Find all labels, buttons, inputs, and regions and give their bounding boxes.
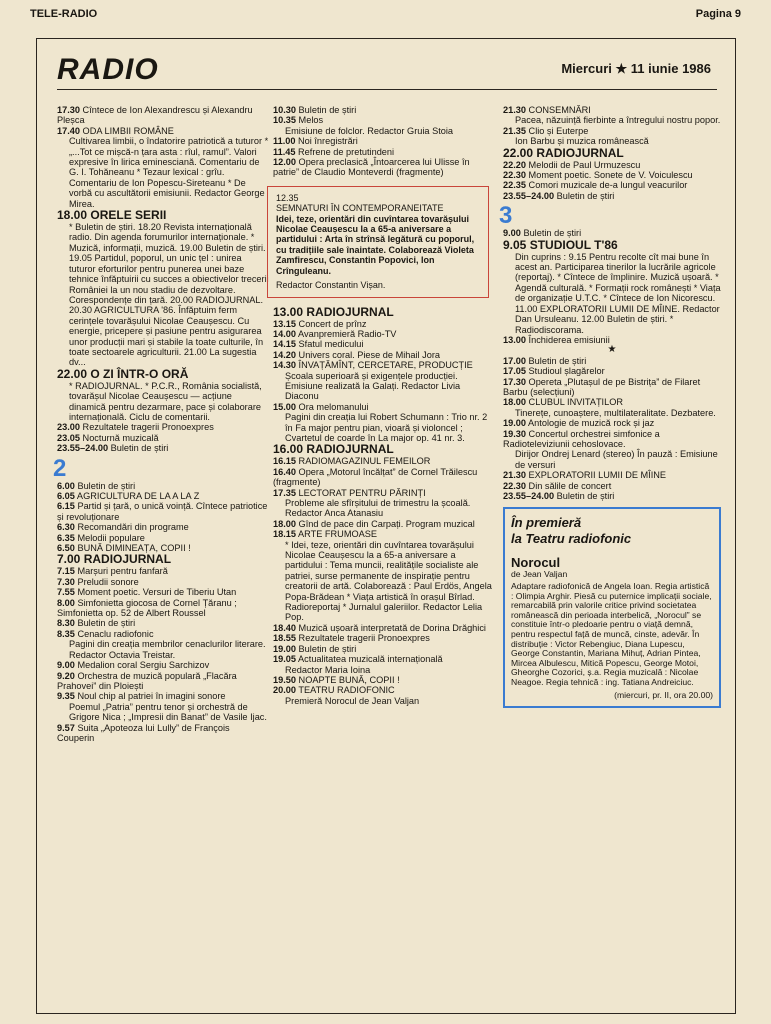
program-time: 8.30 <box>57 618 75 629</box>
program-item <box>57 501 269 522</box>
program-time: 8.35 <box>57 628 75 639</box>
schedule-col2 <box>273 105 495 178</box>
program-item <box>273 675 495 685</box>
program-details: Poemul „Patria” pentru tenor și orchestră de Grigore Nica ; „Impresii din Banat” de Vasile Ijac. <box>69 701 267 723</box>
program-time: 14.30 <box>273 360 296 371</box>
program-time: 12.00 <box>273 157 296 168</box>
program-title: Buletin de știri <box>554 491 615 501</box>
schedule-col1 <box>57 105 269 454</box>
program-item <box>57 553 269 566</box>
program-item <box>57 660 269 670</box>
featured-body: Idei, teze, orientări din cuvîntarea tovarășului Nicolae Ceaușescu la a 65-a aniversare a partidului : Arta în strînsă legătură cu poporul, cu tradițiile sale înaintate. Colaborează Violeta Zamfirescu, Constantin Popovici, Ion Crînguleanu. <box>276 213 475 276</box>
program-title: Muzică ușoară interpretată de Dorina Drăghici <box>296 622 486 633</box>
program-title: AGRICULTURA DE LA A LA Z <box>74 491 200 501</box>
program-time: 6.50 <box>57 543 75 554</box>
program-time: 18.15 <box>273 529 296 540</box>
program-title: Avanpremieră Radio-TV <box>296 328 397 339</box>
program-title: Buletin de știri <box>108 443 169 454</box>
program-time: 7.30 <box>57 576 75 587</box>
day-2-marker: 2 <box>53 454 67 482</box>
program-time: 17.30 <box>57 105 80 115</box>
program-item <box>503 180 721 190</box>
program-time: 17.40 <box>57 125 80 136</box>
program-title: Buletin de știri <box>526 355 587 366</box>
program-title: Antologie de muzică rock și jaz <box>526 418 655 429</box>
program-item <box>503 429 721 471</box>
program-title: Univers coral. Piese de Mihail Jora <box>296 349 440 360</box>
program-title: Ora melomanului <box>296 401 369 412</box>
program-item <box>273 633 495 643</box>
program-item <box>503 191 721 201</box>
program-details: * RADIOJURNAL. * P.C.R., România socialistă, tovarășul Nicolae Ceaușescu — acțiune dinamică pentru dezarmare, pace și colaborare internațională. Ciclu de comentarii. <box>69 380 262 422</box>
program-item <box>273 157 495 178</box>
program-time: 6.15 <box>57 501 75 512</box>
program-title: STUDIOUL T'86 <box>526 237 618 252</box>
program-time: 11.00 <box>273 136 296 147</box>
program-title: Rezultatele tragerii Pronoexpres <box>80 422 214 433</box>
program-item <box>503 105 721 126</box>
program-item <box>273 136 495 146</box>
premiere-title: Norocul <box>511 555 561 571</box>
program-time: 7.00 <box>57 552 81 567</box>
program-item <box>503 377 721 398</box>
column-3 <box>499 105 721 708</box>
program-details: Școala superioară și exigențele producției. Emisiune realizată la Galați. Redactor Livia Diaconu <box>285 370 461 402</box>
program-item <box>503 147 721 160</box>
program-time: 23.55–24.00 <box>503 491 555 501</box>
program-time: 9.57 <box>57 722 75 733</box>
program-time: 17.00 <box>503 355 526 366</box>
program-title: Orchestra de muzică populară „Flacăra Prahovei” din Ploiești <box>57 670 237 691</box>
program-item <box>273 402 495 444</box>
program-title: Cîntece de Ion Alexandrescu și Alexandru Pleșca <box>57 105 253 126</box>
star-separator: ★ <box>607 344 617 356</box>
program-title: ARTE FRUMOASE <box>296 529 377 540</box>
program-item <box>503 170 721 180</box>
program-item <box>273 467 495 488</box>
program-item <box>273 685 495 706</box>
program-time: 9.00 <box>503 228 521 239</box>
program-title: Opereta „Plutașul de pe Bistrița” de Filaret Barbu (selecțiuni) <box>503 376 701 397</box>
program-item <box>57 691 269 722</box>
program-time: 19.30 <box>503 428 526 439</box>
program-time: 18.00 <box>273 518 296 529</box>
program-item <box>57 618 269 628</box>
program-item <box>273 519 495 529</box>
program-time: 19.50 <box>273 674 296 685</box>
program-item <box>503 356 721 366</box>
program-details: Emisiune de folclor. Redactor Gruia Stoia <box>285 125 454 136</box>
program-item <box>57 723 269 744</box>
day-3-marker: 3 <box>499 202 513 230</box>
program-details: * Idei, teze, orientări din cuvîntarea tovarășului Nicolae Ceaușescu la a 65-a aniversare a partidului : Tema muncii, realitățile socialiste ale patriei, surse permanente de inspirație pentru creatorii de artă. Colaborează : Paul Erdös, Angela Popa-Brădean * Viața artistică în orașul Bîrlad. Radioreportaj * Jurnalul galeriilor. Redactor Lelia Pop. <box>285 539 492 623</box>
program-item <box>273 105 495 115</box>
program-title: Buletin de știri <box>296 643 357 654</box>
program-time: 18.40 <box>273 622 296 633</box>
program-time: 22.20 <box>503 159 526 170</box>
program-item <box>57 577 269 587</box>
program-title: Actualitatea muzicală internațională <box>296 654 443 665</box>
program-item <box>273 319 495 329</box>
program-title: RADIOMAGAZINUL FEMEILOR <box>296 456 431 467</box>
premiere-body: Adaptare radiofonică de Angela Ioan. Regia artistică : Olimpia Arghir. Piesă cu puternice implicații sociale, remarcabilă prin valorile critice privind societatea românească din perioada interbelică, „Norocul” se constituie într-o pledoarie pentru o viață demnă, pentru respectul față de muncă, cinste, adevăr. În distribuție : Victor Rebengiuc, Diana Lupescu, George Constantin, Mariana Mihuț, Adrian Pintea, Mircea Albulescu, Mitică Popescu, George Motoi, Gheorghe Cozorici, ș.a. Regia muzicală : Nicolae Neagoe. Regia tehnică : ing. Tatiana Andreiciuc. <box>511 581 712 687</box>
program-item <box>57 671 269 692</box>
program-item <box>503 491 721 501</box>
program-time: 23.55–24.00 <box>57 443 109 454</box>
program-details: Cultivarea limbii, o îndatorire patriotică a tuturor * „...Tot ce mișcă-n țara asta : rîul, ramul”. Valori expresive în lirica eminesciană. Comentariu de G. I. Tohăneanu * Tezaur lexical : grîu. Comentariu de Ion Popescu-Sireteanu * De vorbă cu ascultătorii emisiunii. Redactor George Mirea. <box>69 136 269 209</box>
program-item <box>273 360 495 402</box>
program-title: Concertul orchestrei simfonice a Radioteleviziunii cehoslovace. <box>503 428 660 449</box>
program-time: 23.55–24.00 <box>503 190 555 201</box>
program-title: Suita „Apoteoza lui Lully” de François Couperin <box>57 722 230 743</box>
featured-time: 12.35 <box>276 192 299 203</box>
program-title: Buletin de știri <box>74 618 136 629</box>
schedule-col2b <box>273 306 495 707</box>
program-time: 16.00 <box>273 442 304 457</box>
program-details: Tinerețe, cunoaștere, multilateralitate. Dezbatere. <box>515 407 716 418</box>
program-details: Dirijor Ondrej Lenard (stereo) În pauză : Emisiune de versuri <box>515 449 718 470</box>
program-time: 14.15 <box>273 339 296 350</box>
premiere-box <box>503 507 721 708</box>
premiere-line2: la Teatru radiofonic <box>511 531 632 547</box>
program-time: 10.35 <box>273 115 296 126</box>
program-item <box>57 443 269 453</box>
program-title: Medalion coral Sergiu Sarchizov <box>74 660 210 671</box>
publication-name: TELE-RADIO <box>30 8 98 20</box>
program-title: Comori muzicale de-a lungul veacurilor <box>526 180 688 191</box>
program-title: Melodii de Paul Urmuzescu <box>526 159 641 170</box>
program-time: 13.00 <box>273 304 304 319</box>
program-time: 17.35 <box>273 487 296 498</box>
program-details: Pacea, năzuință fierbinte a întregului nostru popor. <box>515 115 721 126</box>
program-time: 14.00 <box>273 328 296 339</box>
program-item <box>273 339 495 349</box>
program-title: Marșuri pentru fanfară <box>74 566 168 577</box>
page-header <box>30 8 741 20</box>
program-details: Ion Barbu și muzica românească <box>515 136 649 147</box>
program-item <box>57 422 269 432</box>
schedule-col3b <box>503 228 721 345</box>
premiere-author: de Jean Valjan <box>511 569 568 580</box>
program-item <box>273 147 495 157</box>
program-title: RADIOJURNAL <box>533 145 624 160</box>
program-time: 10.30 <box>273 105 296 115</box>
program-time: 9.00 <box>57 660 75 671</box>
program-title: Moment poetic. Versuri de Tiberiu Utan <box>74 587 237 598</box>
schedule-col3c <box>503 356 721 502</box>
schedule-col1b <box>57 481 269 744</box>
program-time: 13.00 <box>503 334 526 345</box>
program-title: Gînd de pace din Carpați. Program muzical <box>296 518 475 529</box>
program-time: 16.15 <box>273 456 296 467</box>
program-title: Buletin de știri <box>554 190 615 201</box>
program-time: 9.20 <box>57 670 75 681</box>
program-item <box>273 306 495 319</box>
program-time: 13.15 <box>273 318 296 329</box>
program-title: Melodii populare <box>74 532 145 543</box>
program-title: Închiderea emisiunii <box>526 334 610 345</box>
program-item <box>273 654 495 675</box>
program-item <box>273 529 495 623</box>
program-item <box>503 366 721 376</box>
program-item <box>57 105 269 126</box>
program-time: 14.20 <box>273 349 296 360</box>
program-title: Simfonietta giocosa de Cornel Țăranu ; Simfonietta op. 52 de Albert Roussel <box>57 597 237 619</box>
program-title: Noul chip al patriei în imagini sonore <box>74 691 226 702</box>
program-title: BUNĂ DIMINEAȚA, COPII ! <box>74 543 191 554</box>
featured-title: SEMNATURI ÎN CONTEMPORANEITATE <box>276 203 444 214</box>
program-details: Probleme ale sfîrșitului de trimestru la școală. Redactor Anca Atanasiu <box>285 498 471 519</box>
program-time: 21.30 <box>503 470 526 481</box>
program-time: 18.00 <box>57 208 88 223</box>
radio-page-frame <box>36 38 736 1014</box>
program-time: 23.05 <box>57 432 80 443</box>
program-item <box>273 329 495 339</box>
program-title: Buletin de știri <box>74 480 136 491</box>
program-time: 21.30 <box>503 105 526 115</box>
program-time: 19.00 <box>503 418 526 429</box>
program-item <box>57 126 269 209</box>
program-time: 11.45 <box>273 146 296 157</box>
program-item <box>57 522 269 532</box>
program-item <box>273 115 495 136</box>
premiere-footer: (miercuri, pr. II, ora 20.00) <box>614 689 713 700</box>
program-time: 19.00 <box>273 643 296 654</box>
program-title: CLUBUL INVITAȚILOR <box>526 397 623 408</box>
program-time: 22.30 <box>503 480 526 491</box>
program-title: O ZI ÎNTR-O ORĂ <box>87 366 189 381</box>
program-time: 18.00 <box>503 397 526 408</box>
program-time: 21.35 <box>503 125 526 136</box>
program-item <box>503 397 721 418</box>
program-time: 18.55 <box>273 633 296 644</box>
program-time: 19.05 <box>273 654 296 665</box>
program-item <box>273 623 495 633</box>
program-time: 7.55 <box>57 587 75 598</box>
program-item <box>57 368 269 423</box>
program-time: 8.00 <box>57 597 75 608</box>
program-time: 22.30 <box>503 170 526 181</box>
schedule-col3 <box>503 105 721 201</box>
program-time: 7.15 <box>57 566 75 577</box>
program-title: Moment poetic. Sonete de V. Voiculescu <box>526 170 693 181</box>
program-time: 16.40 <box>273 466 296 477</box>
program-time: 9.05 <box>503 237 527 252</box>
program-title: RADIOJURNAL <box>80 552 172 567</box>
program-time: 15.00 <box>273 401 296 412</box>
program-item <box>273 350 495 360</box>
program-item <box>57 433 269 443</box>
program-time: 17.30 <box>503 376 526 387</box>
program-title: Opera „Motorul încălțat” de Cornel Trăilescu (fragmente) <box>273 466 478 488</box>
program-title: NOAPTE BUNĂ, COPII ! <box>296 674 400 685</box>
program-title: Opera preclasică „Întoarcerea lui Ulisse în patrie” de Claudio Monteverdi (fragmente) <box>273 157 470 178</box>
program-item <box>57 481 269 491</box>
program-title: Concert de prînz <box>296 318 367 329</box>
program-item <box>273 488 495 519</box>
program-details: Pagini din creația membrilor cenaclurilor literare. Redactor Octavia Treistar. <box>69 639 266 660</box>
program-title: Melos <box>296 115 324 126</box>
program-title: LECTORAT PENTRU PĂRINȚI <box>296 487 426 498</box>
program-title: Nocturnă muzicală <box>80 432 159 443</box>
program-details: Pagini din creația lui Robert Schumann : Trio nr. 2 în Fa major pentru pian, vioară și violoncel ; Cvartetul de coarde în La major op. 41 nr. 3. <box>285 412 488 443</box>
program-item <box>503 239 721 335</box>
column-2 <box>273 105 495 706</box>
program-title: Buletin de știri <box>520 228 582 239</box>
program-details: * Buletin de știri. 18.20 Revista internațională radio. Din agenda forumurilor internaționale. * Muzică, informații, muzică. 19.00 Buletin de știri. 19.05 Partidul, poporul, un unic țel : unirea tuturor eforturilor pentru punerea unei baze tehnice înfăptuirii cu succes a obiectivelor trecerii României la un nou stadiu de dezvoltare. Corespondențe din țară. 20.00 RADIOJURNAL. 20.30 AGRICULTURA '86. Înfăptuim ferm cerințele tovarășului Nicolae Ceaușescu. Cu energie, pricepere și pasiune pentru asigurarea unor producții mari și stabile la toate culturile, în toate sectoarele agriculturii. 21.00 La sugestia dv... <box>69 222 269 368</box>
program-item <box>503 418 721 428</box>
program-item <box>57 491 269 501</box>
program-time: 6.00 <box>57 480 75 491</box>
program-item <box>57 598 269 619</box>
program-title: Preludii sonore <box>74 576 139 587</box>
program-item <box>57 566 269 576</box>
program-item <box>57 587 269 597</box>
program-details: Din cuprins : 9.15 Pentru recolte cît mai bune în acest an. Participarea tinerilor la lucrările agricole (reportaj). * Cîntece de împlinire. Muzică ușoară. * Agendă culturală. * Formații rock românești * Viața de organizație U.T.C. * Cîntece de Ion Nicorescu. 11.00 EXPLORATORII LUMII DE MÎINE. Redactor Dan Ursuleanu. 12.00 Buletin de știri. * Radiodiscorama. <box>515 251 721 335</box>
title-rule <box>57 89 717 90</box>
program-title: ÎNVAȚĂMÎNT, CERCETARE, PRODUCȚIE <box>296 360 473 371</box>
program-item <box>503 126 721 147</box>
program-time: 23.00 <box>57 422 80 433</box>
program-time: 22.00 <box>503 145 534 160</box>
program-title: TEATRU RADIOFONIC <box>296 685 395 696</box>
program-item <box>273 456 495 466</box>
program-item <box>503 160 721 170</box>
program-item <box>503 481 721 491</box>
program-title: ORELE SERII <box>87 208 167 223</box>
program-title: Buletin de știri <box>296 105 357 115</box>
program-title: Refrene de pretutindeni <box>295 146 395 157</box>
page-number: Pagina 9 <box>695 8 741 20</box>
program-title: EXPLORATORII LUMII DE MÎINE <box>526 470 667 481</box>
program-item <box>57 533 269 543</box>
column-1 <box>53 105 269 743</box>
date-label: Miercuri ★ 11 iunie 1986 <box>561 61 711 76</box>
program-title: Clio și Euterpe <box>526 125 589 136</box>
program-time: 22.35 <box>503 180 526 191</box>
program-title: Din sălile de concert <box>526 480 612 491</box>
program-item <box>503 470 721 480</box>
program-title: Partid și țară, o unică voință. Cîntece patriotice și revoluționare <box>57 501 268 522</box>
program-time: 6.05 <box>57 491 75 501</box>
program-title: Rezultatele tragerii Pronoexpres <box>296 633 430 644</box>
featured-redactor: Redactor Constantin Vișan. <box>276 280 386 291</box>
program-time: 22.00 <box>57 366 88 381</box>
program-title: Cenaclu radiofonic <box>74 628 154 639</box>
program-title: Recomandări din programe <box>74 522 189 533</box>
program-title: ODA LIMBII ROMÂNE <box>80 125 174 136</box>
program-title: Studioul șlagărelor <box>526 366 605 377</box>
program-title: Sfatul medicului <box>296 339 364 350</box>
program-details: Premieră Norocul de Jean Valjan <box>285 695 420 706</box>
program-time: 6.35 <box>57 532 75 543</box>
program-time: 9.35 <box>57 691 75 702</box>
program-details: Redactor Maria Ioina <box>285 664 371 675</box>
page-title: RADIO <box>57 53 159 86</box>
program-title: CONSEMNĂRI <box>526 105 591 115</box>
featured-box <box>267 186 489 298</box>
program-item <box>273 644 495 654</box>
program-item <box>57 629 269 660</box>
program-time: 17.05 <box>503 366 526 377</box>
program-time: 6.30 <box>57 522 75 533</box>
premiere-line1: În premieră <box>511 515 582 531</box>
program-item <box>273 443 495 456</box>
program-title: RADIOJURNAL <box>303 442 394 457</box>
program-item <box>57 209 269 368</box>
program-title: Noi înregistrări <box>295 136 358 147</box>
program-time: 20.00 <box>273 685 296 696</box>
program-title: RADIOJURNAL <box>303 304 394 319</box>
